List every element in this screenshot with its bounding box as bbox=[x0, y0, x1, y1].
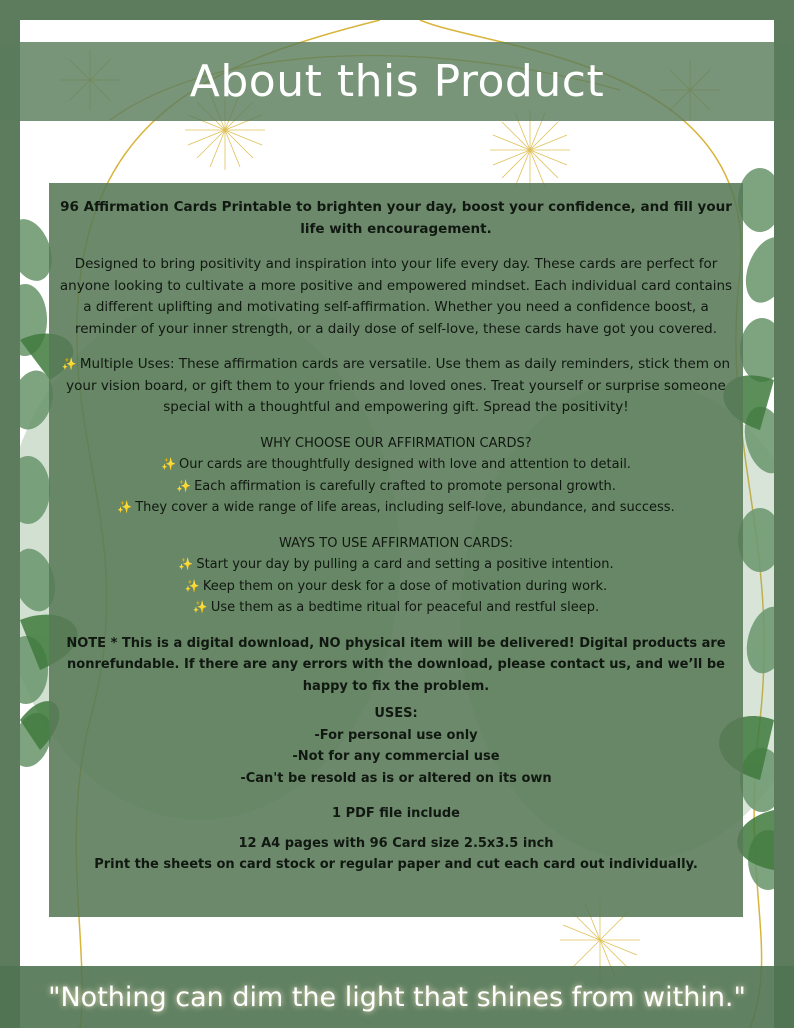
list-item: ✨ Keep them on your desk for a dose of motivation during work. bbox=[184, 578, 608, 594]
sparkles-icon: ✨ bbox=[176, 478, 192, 493]
sparkles-icon: ✨ bbox=[61, 357, 77, 371]
note-text: NOTE * This is a digital download, NO physical item will be delivered! Digital products are nonrefundable. If there are any errors with the download, please contact us, and we’ll be happy to fix the problem. bbox=[66, 635, 726, 694]
sparkles-icon: ✨ bbox=[161, 457, 176, 471]
files-print-instructions: Print the sheets on card stock or regular paper and cut each card out individually. bbox=[94, 857, 698, 872]
footer-quote: "Nothing can dim the light that shines from within." bbox=[48, 981, 746, 1013]
intro-headline: 96 Affirmation Cards Printable to brighten your day, boost your confidence, and fill your life with encouragement. bbox=[60, 199, 732, 237]
footer-band bbox=[0, 966, 794, 1028]
sparkles-icon: ✨ bbox=[117, 500, 133, 514]
sparkles-icon: ✨ bbox=[192, 600, 208, 614]
header-band bbox=[0, 42, 794, 121]
list-item: -Can't be resold as is or altered on its own bbox=[240, 770, 552, 786]
list-item: ✨ Our cards are thoughtfully designed with love and attention to detail. bbox=[161, 457, 631, 472]
list-item: -Not for any commercial use bbox=[292, 749, 500, 764]
sparkles-icon: ✨ bbox=[184, 578, 200, 593]
uses-heading: USES: bbox=[374, 706, 418, 721]
product-description-panel bbox=[49, 183, 743, 917]
files-heading: 1 PDF file include bbox=[332, 806, 460, 821]
multiple-uses-text: ✨ Multiple Uses: These affirmation cards are versatile. Use them as daily reminders, stick them on your vision board, or gift them to your friends and loved ones. Treat yourself or surprise someone special with a thoughtful and empowering gift. Spread the positivity! bbox=[61, 356, 731, 415]
sparkles-icon: ✨ bbox=[178, 557, 194, 571]
files-pages: 12 A4 pages with 96 Card size 2.5x3.5 inch bbox=[238, 835, 554, 851]
ways-heading: WAYS TO USE AFFIRMATION CARDS: bbox=[278, 535, 514, 551]
list-item: -For personal use only bbox=[314, 727, 478, 743]
why-heading: WHY CHOOSE OUR AFFIRMATION CARDS? bbox=[260, 435, 532, 451]
list-item: ✨ Start your day by pulling a card and setting a positive intention. bbox=[178, 557, 614, 572]
intro-description: Designed to bring positivity and inspiration into your life every day. These cards are perfect for anyone looking to cultivate a more positive and empowered mindset. Each individual card contains a different uplifting and motivating self-affirmation. Whether you need a confidence boost, a reminder of your inner strength, or a daily dose of self-love, these cards have got you covered. bbox=[59, 256, 733, 337]
list-item: ✨ Use them as a bedtime ritual for peaceful and restful sleep. bbox=[192, 600, 600, 615]
list-item: ✨ Each affirmation is carefully crafted to promote personal growth. bbox=[176, 478, 616, 494]
list-item: ✨ They cover a wide range of life areas, including self-love, abundance, and success. bbox=[117, 500, 675, 515]
page-title: About this Product bbox=[189, 56, 605, 107]
